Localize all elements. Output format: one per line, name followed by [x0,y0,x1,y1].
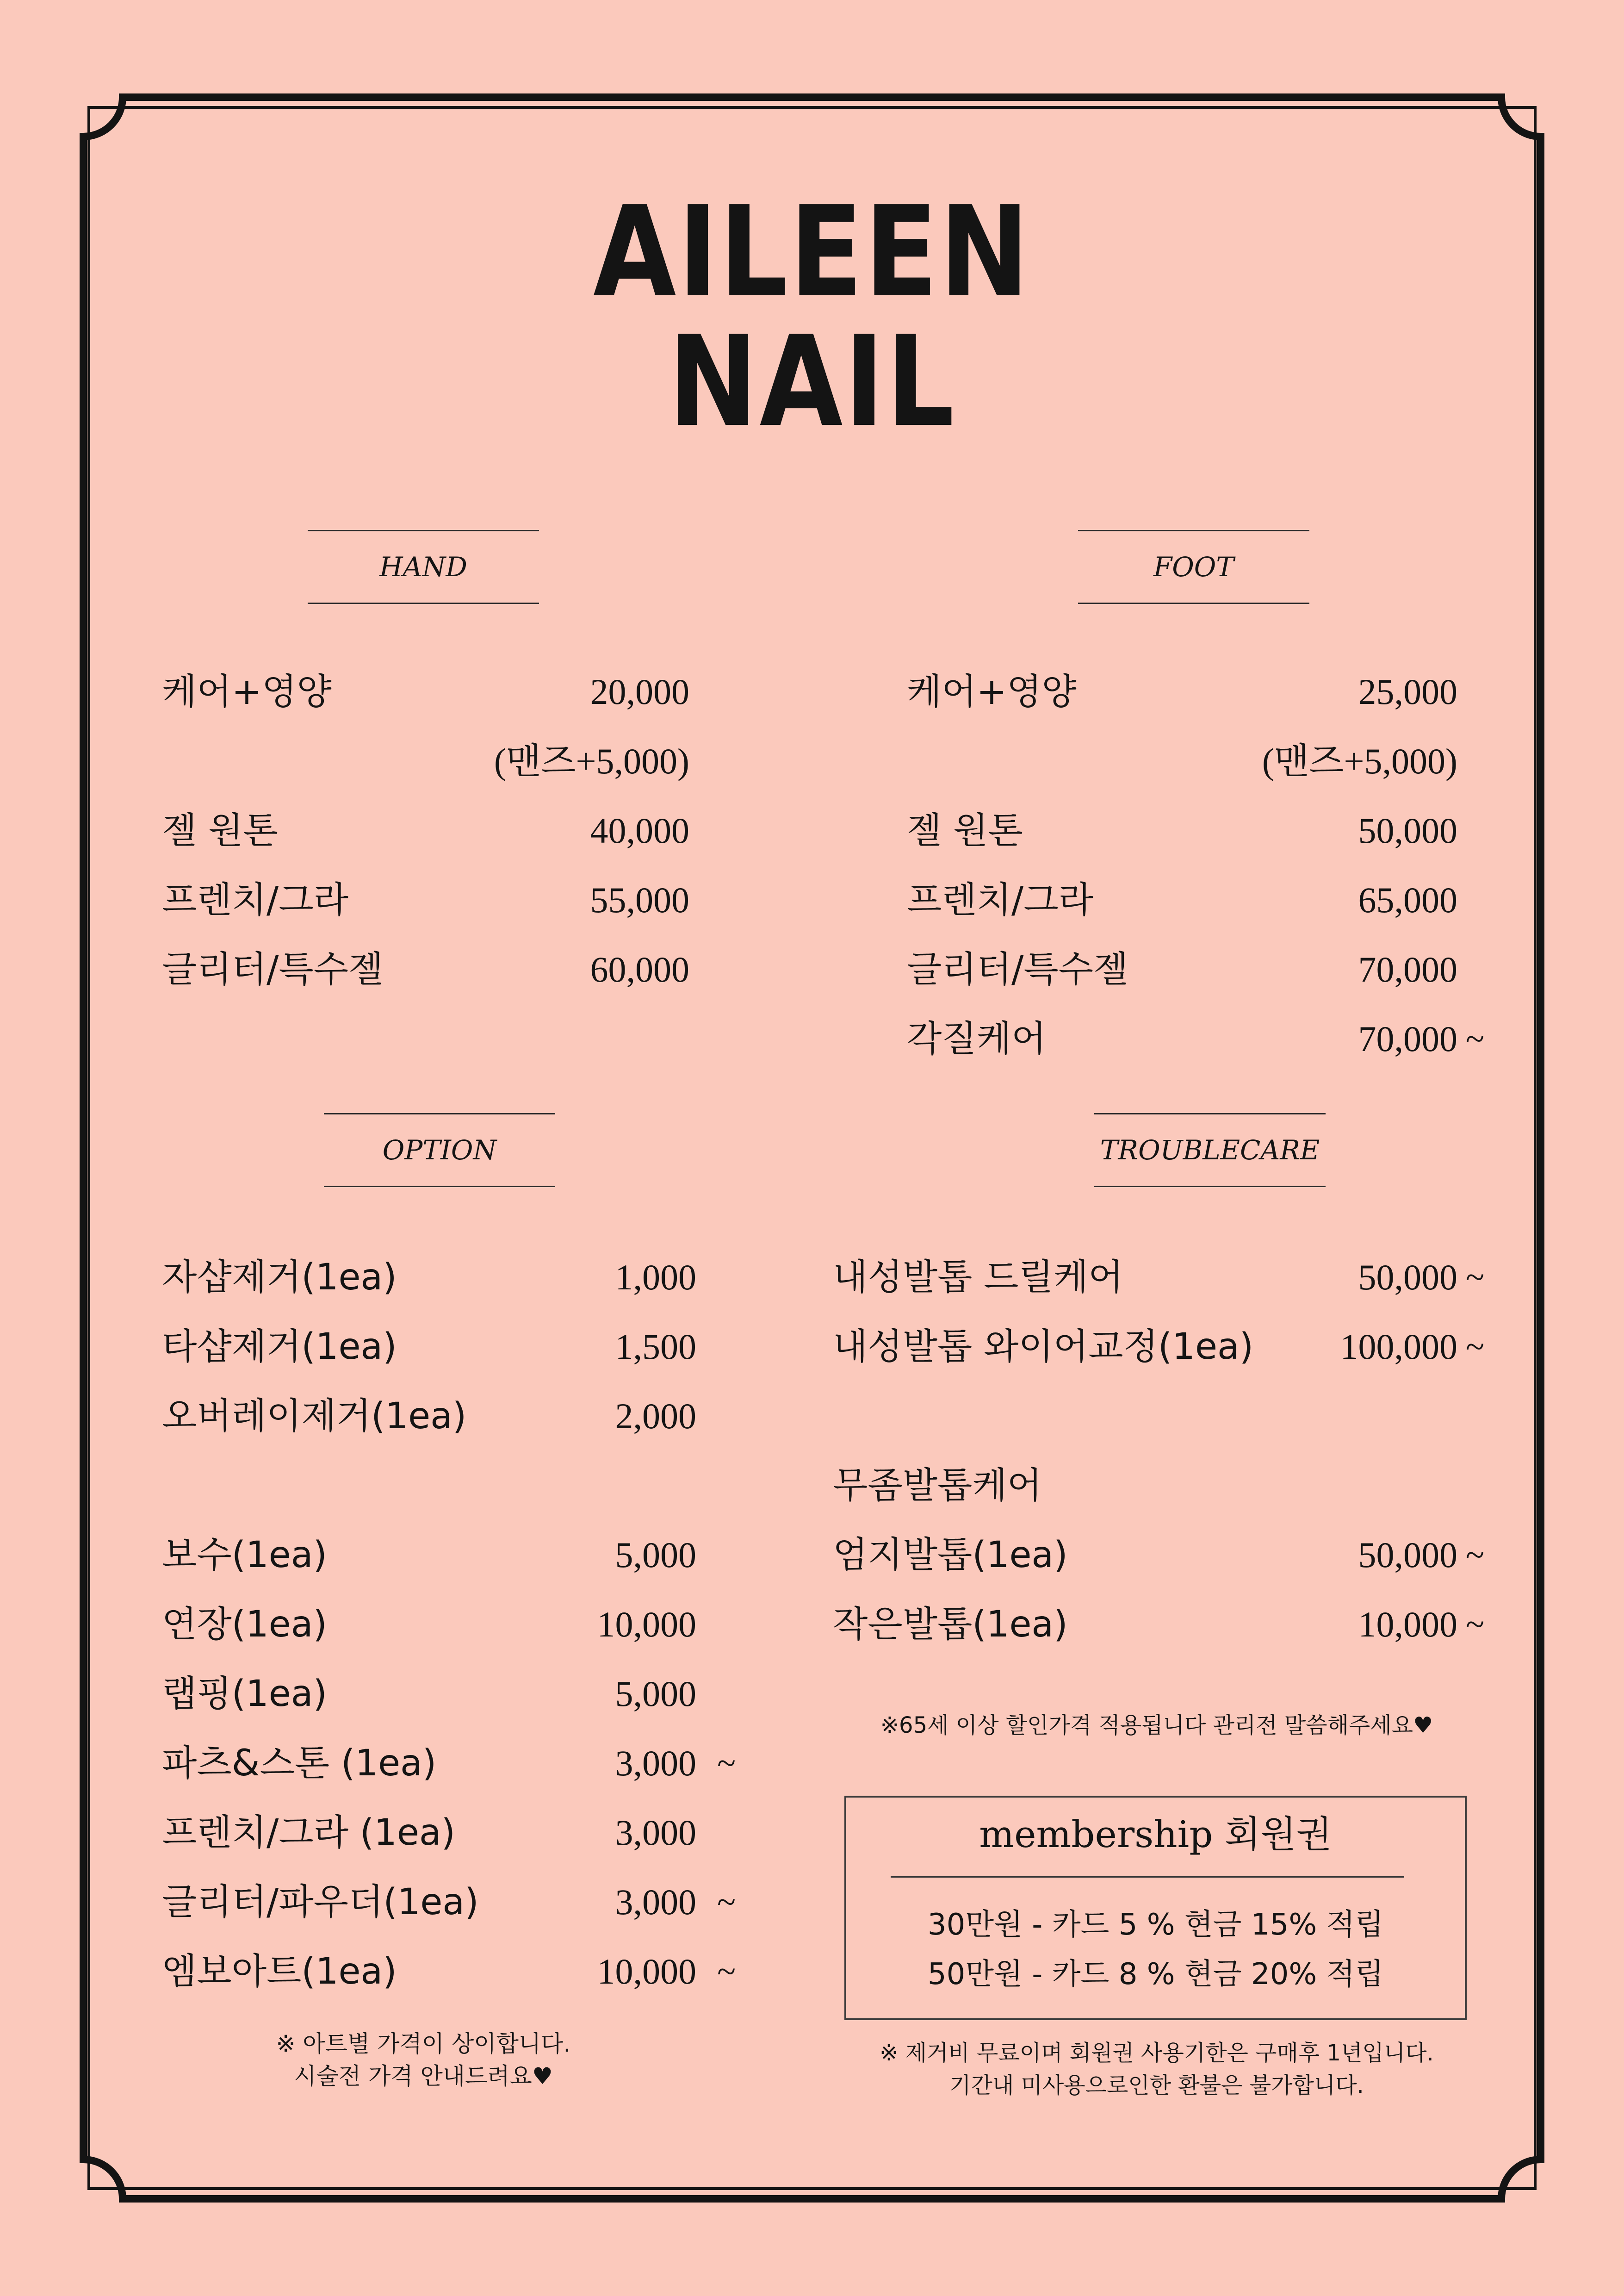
option-item-price: 5,000 [615,1535,696,1575]
option-item-price: 3,000 [615,1812,696,1853]
hand-item-price: 60,000 [590,949,689,989]
option-item-name: 파츠&스톤 (1ea) [162,1742,437,1784]
foot-item-price: 25,000 [1358,672,1457,712]
foot-item-name: 프렌치/그라 [907,879,1094,921]
hand-heading: HAND [308,530,539,604]
hand-item-price: 40,000 [590,810,689,851]
option-item-name: 타샵제거(1ea) [162,1326,397,1368]
foot-item-price: 50,000 [1358,810,1457,851]
fungal-nail-heading: 무좀발톱케어 [833,1465,1042,1506]
hand-item-price: 55,000 [590,880,689,920]
hand-item-name: 젤 원톤 [162,810,278,852]
membership-divider [891,1876,1404,1878]
brand-title-line1: AILEEN [593,179,1031,325]
foot-item-price: 65,000 [1358,880,1457,920]
membership-note-line1: ※ 제거비 무료이며 회원권 사용기한은 구매후 1년입니다. [880,2040,1434,2066]
foot-item-name: 케어+영양 [907,671,1077,713]
price-from-tilde: ~ [717,1744,736,1782]
fungal-item-name: 엄지발톱(1ea) [833,1534,1068,1576]
option-note-line2: 시술전 가격 안내드려요♥ [294,2063,553,2090]
foot-mens-surcharge: (맨즈+5,000) [1262,741,1457,781]
foot-heading: FOOT [1078,530,1309,604]
membership-tier-50: 50만원 - 카드 8 % 현금 20% 적립 [927,1957,1384,1991]
price-from-tilde: ~ [717,1953,736,1991]
membership-tier-30: 30만원 - 카드 5 % 현금 15% 적립 [927,1908,1384,1942]
brand-title-line2: NAIL [668,309,956,454]
hand-mens-surcharge: (맨즈+5,000) [494,741,689,781]
hand-item-name: 케어+영양 [162,671,332,713]
option-item-price: 10,000 [597,1604,696,1644]
option-item-price: 2,000 [615,1396,696,1436]
troublecare-item-price: 100,000 [1340,1326,1457,1367]
price-from-tilde: ~ [1466,1605,1485,1643]
foot-item-name: 글리터/특수젤 [907,949,1128,990]
option-item-price: 1,500 [615,1326,696,1367]
price-from-tilde: ~ [717,1883,736,1921]
senior-discount-note: ※65세 이상 할인가격 적용됩니다 관리전 말씀해주세요♥ [880,1712,1433,1738]
option-item-price: 5,000 [615,1674,696,1714]
option-item-name: 연장(1ea) [162,1604,327,1645]
fungal-item-name: 작은발톱(1ea) [833,1604,1068,1645]
option-item-name: 랩핑(1ea) [162,1673,327,1715]
option-item-name: 자샵제거(1ea) [162,1257,397,1298]
option-item-name: 글리터/파우더(1ea) [162,1881,479,1923]
troublecare-item-name: 내성발톱 드릴케어 [833,1257,1123,1298]
option-item-price: 1,000 [615,1257,696,1297]
foot-item-name: 각질케어 [907,1018,1047,1060]
fungal-item-price: 10,000 [1358,1604,1457,1644]
foot-item-name: 젤 원톤 [907,810,1023,852]
troublecare-item-price: 50,000 [1358,1257,1457,1297]
foot-item-price: 70,000 [1358,1019,1457,1059]
option-item-name: 보수(1ea) [162,1534,327,1576]
membership-title: membership 회원권 [979,1813,1332,1856]
membership-box [844,1796,1467,2020]
price-from-tilde: ~ [1466,1328,1485,1366]
price-from-tilde: ~ [1466,1020,1485,1058]
option-item-name: 프렌치/그라 (1ea) [162,1812,456,1854]
hand-item-name: 글리터/특수젤 [162,949,384,990]
option-item-price: 3,000 [615,1882,696,1922]
fungal-item-price: 50,000 [1358,1535,1457,1575]
option-item-name: 엠보아트(1ea) [162,1951,397,1992]
membership-note-line2: 기간내 미사용으로인한 환불은 불가합니다. [949,2072,1364,2098]
price-from-tilde: ~ [1466,1536,1485,1574]
troublecare-heading: TROUBLECARE [1094,1113,1326,1187]
option-item-price: 10,000 [597,1951,696,1991]
foot-item-price: 70,000 [1358,949,1457,989]
option-item-name: 오버레이제거(1ea) [162,1395,467,1437]
option-note-line1: ※ 아트별 가격이 상이합니다. [276,2030,571,2057]
hand-item-name: 프렌치/그라 [162,879,349,921]
option-heading: OPTION [324,1113,555,1187]
price-from-tilde: ~ [1466,1258,1485,1296]
troublecare-item-name: 내성발톱 와이어교정(1ea) [833,1326,1254,1368]
hand-item-price: 20,000 [590,672,689,712]
option-item-price: 3,000 [615,1743,696,1783]
